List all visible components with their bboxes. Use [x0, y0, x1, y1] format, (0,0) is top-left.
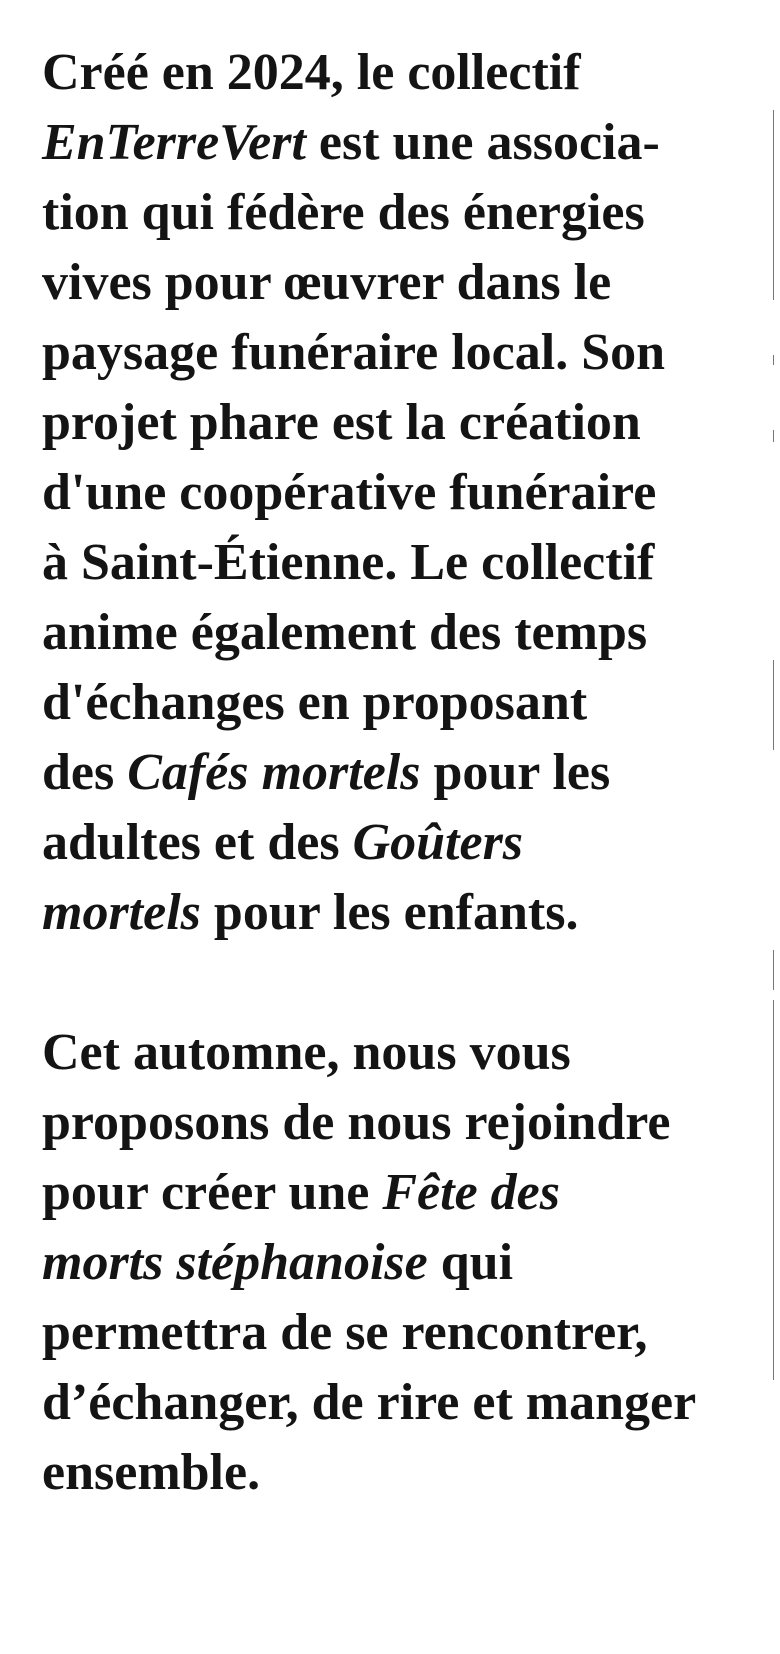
text-line: Créé en 2024, le collectif [42, 44, 581, 101]
text-line: tion qui fédère des énergies [42, 184, 645, 241]
edge-divider [773, 110, 774, 300]
invitation-paragraph [42, 1018, 732, 1508]
text-line: projet phare est la création [42, 394, 641, 451]
text-line: morts stéphanoise qui [42, 1234, 514, 1291]
event-name-fete-cont: morts stéphanoise [42, 1234, 428, 1291]
event-name-gouters-cont: mortels [42, 884, 201, 941]
text-line: adultes et des Goûters [42, 814, 524, 871]
text-line: EnTerreVert est une associa- [42, 114, 660, 171]
text-line: permettra de se rencontrer, [42, 1304, 648, 1361]
text-line: à Saint-Étienne. Le collectif [42, 534, 655, 591]
edge-divider [773, 430, 774, 442]
text-line: vives pour œuvrer dans le [42, 254, 612, 311]
event-name-fete: Fête des [382, 1164, 560, 1221]
text-line: mortels pour les enfants. [42, 884, 579, 941]
collective-name: EnTerreVert [42, 114, 306, 171]
edge-divider [773, 355, 774, 365]
text-line: d'échanges en proposant [42, 674, 588, 731]
article-body [42, 38, 732, 1508]
edge-divider [773, 950, 774, 990]
text-line: paysage funéraire local. Son [42, 324, 666, 381]
text-line: anime également des temps [42, 604, 648, 661]
text-line: Cet automne, nous vous [42, 1024, 571, 1081]
text-line: pour créer une Fête des [42, 1164, 560, 1221]
paragraph-spacer [42, 948, 732, 1018]
edge-divider [773, 660, 774, 750]
text-line: proposons de nous rejoindre [42, 1094, 671, 1151]
text-line: d'une coopérative funéraire [42, 464, 657, 521]
edge-divider [773, 1000, 774, 1380]
event-name-gouters: Goûters [352, 814, 524, 871]
text-line: des Cafés mortels pour les [42, 744, 611, 801]
event-name-cafes: Cafés mortels [127, 744, 421, 801]
intro-paragraph [42, 38, 732, 948]
text-line: d’échanger, de rire et manger [42, 1374, 697, 1431]
text-line: ensemble. [42, 1444, 261, 1501]
